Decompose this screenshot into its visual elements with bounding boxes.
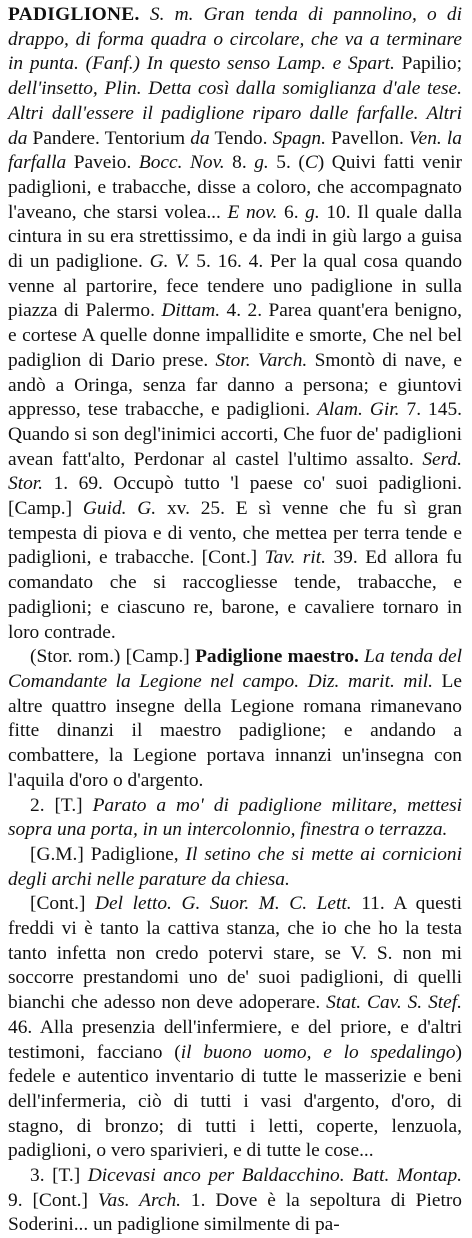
entry-text: 1. Dove è la sepoltura di Pietro Soderini... un padiglione similmente di pa- <box>8 1189 462 1236</box>
entry-paragraph <box>8 1164 462 1238</box>
entry-text: Papilio; <box>394 53 462 75</box>
entry-text: Smontò di nave, e andò a Oringa, senza far danno a persona; e giuntovi appresso, tese trabacche, e padiglioni. <box>8 349 463 421</box>
entry-text: Tav. rit. <box>264 547 326 569</box>
entry-text: Spagn. <box>272 127 326 149</box>
entry-text: ) Quivi fatti venir padiglioni, e trabacche, disse a coloro, che accompagnato l'aveano, che starsi volea... <box>8 152 462 223</box>
entry-text: 39. Ed allora fu comandato che si raccogliesse tende, trabacche, e padiglioni; e ciascuno re, barone, e cavaliere tornaro in loro contrade. <box>8 547 462 643</box>
entry-text: Dicevasi anco per <box>87 1165 235 1187</box>
entry-text: Tendo. <box>209 127 273 149</box>
entry-text: 1. 69. Occupò tutto 'l paese co' suoi padiglioni. [Camp.] <box>8 473 462 520</box>
entry-paragraph <box>8 3 462 645</box>
entry-text: Il setino che si mette ai cornicioni degli archi nelle parature da chiesa. <box>8 843 462 890</box>
entry-text: Paveio. <box>66 152 139 174</box>
entry-text: g. <box>254 152 269 174</box>
entry-text: 2. [T.] <box>30 794 93 816</box>
entry-text: [G.M.] Padiglione, <box>30 843 186 865</box>
entry-text: 46. Alla presenzia dell'infermiere, e del priore, e d'altri testimoni, facciano ( <box>8 1016 462 1063</box>
entry-text: (Stor. rom.) [Camp.] <box>30 646 196 668</box>
entry-text: Stor. Varch. <box>215 349 308 371</box>
entry-text: Parato a mo' di padiglione militare, mettesi sopra una porta, in un intercolonnio, finestra o terrazza. <box>8 794 462 841</box>
entry-text: Dittam. <box>161 300 221 322</box>
entry-paragraph <box>8 892 462 1164</box>
entry-text: 7. 145. Quando si son degl'inimici accorti, Che fuor de' padiglioni avean fatt'alto, Perdonar al castel l'ultimo assalto. <box>8 399 462 470</box>
entry-text: Pandere. Tentorium <box>27 127 191 149</box>
entry-paragraph <box>8 794 462 843</box>
headword: PADIGLIONE. <box>8 4 140 25</box>
entry-text: Guid. G. <box>82 498 157 520</box>
entry-text: 3. [T.] <box>30 1165 88 1187</box>
entry-text: 4. 2. Parea quant'era benigno, e cortese A quelle donne impallidite e smorte, Che nel bel padiglion di Dario prese. <box>8 300 462 371</box>
entry-text: Baldacchino. <box>234 1165 353 1187</box>
entry-text: 5. 16. 4. Per la qual cosa quando venne al partorire, fece tendere uno padiglione in sulla piazza di Palermo. <box>8 251 463 322</box>
entry-text: Batt. Montap. <box>352 1165 463 1187</box>
entry-text: G. V. <box>149 251 190 273</box>
entry-text: 11. A questi freddi vi è tanto la cattiva stanza, che io che ho la testa tanto infetta non credo potervi stare, se V. S. non mi soccorre prestandomi uno de' suoi padiglioni, di quelli bianchi che adesso non deve adoperare. <box>8 893 462 1014</box>
entry-text: La tenda del Comandante la Legione nel campo. Diz. marit. mil. <box>8 646 463 692</box>
entry-text: S. m. Gran tenda di pannolino, o di drappo, di forma quadra o circolare, che va a terminare in punta. (Fanf.) In questo senso Lamp. e Spart. <box>8 4 462 75</box>
entry-paragraph <box>8 645 462 793</box>
entry-text: C <box>304 152 318 174</box>
entry-text: dell'insetto, Plin. Detta così dalla somiglianza d'ale tese. Altri dall'essere il padiglione riparo dalle farfalle. Altri da <box>8 78 462 149</box>
entry-text: Del letto. G. Suor. M. C. Lett. <box>95 893 352 915</box>
entry-text: 8. <box>224 152 255 174</box>
entry-text: Serd. Stor. <box>8 448 462 495</box>
entry-paragraph <box>8 843 462 892</box>
entry-text: xv. 25. E sì venne che fu sì gran tempesta di piova e di vento, che mettea per terra tende e padiglioni, e trabacche. [Cont.] <box>8 498 463 569</box>
entry-text: 10. Il quale dalla cintura in su era strettissimo, e da indi in giù largo a guisa di un padiglione. <box>8 201 462 273</box>
entry-text: il buono uomo, e lo spedalingo <box>180 1041 456 1063</box>
entry-text: Pavellon. <box>325 127 409 149</box>
dictionary-entry <box>8 3 462 1238</box>
entry-text: 5. ( <box>268 152 305 174</box>
entry-text: 9. [Cont.] <box>8 1189 98 1211</box>
entry-text: E nov. <box>227 201 278 223</box>
entry-text: ) fedele e autentico inventario di tutte le masserizie e beni dell'infermeria, ciò di tutti i vasi d'argento, d'oro, di stagno, di bronzo; di tutti i letti, coperte, lenzuola, padiglioni, o vero sparivieri, e di tutte le cose... <box>8 1041 462 1162</box>
entry-text: da <box>190 127 210 149</box>
entry-text: Padiglione maestro. <box>195 646 359 668</box>
entry-text: 6. <box>277 201 306 223</box>
entry-text: Bocc. Nov. <box>138 152 225 174</box>
entry-text: [Cont.] <box>30 893 96 915</box>
entry-text: Alam. Gir. <box>317 399 400 421</box>
entry-text: Ven. la farfalla <box>8 127 463 174</box>
entry-text: Stat. Cav. S. Stef. <box>326 992 462 1014</box>
entry-text: Le altre quattro insegne della Legione romana rimanevano fitte dinanzi il maestro padiglione; e andando a combattere, la Legione portava innanzi un'insegna con l'aquila d'oro o d'argento. <box>8 670 462 791</box>
entry-text: Vas. Arch. <box>97 1189 182 1211</box>
entry-text: g. <box>305 201 320 223</box>
